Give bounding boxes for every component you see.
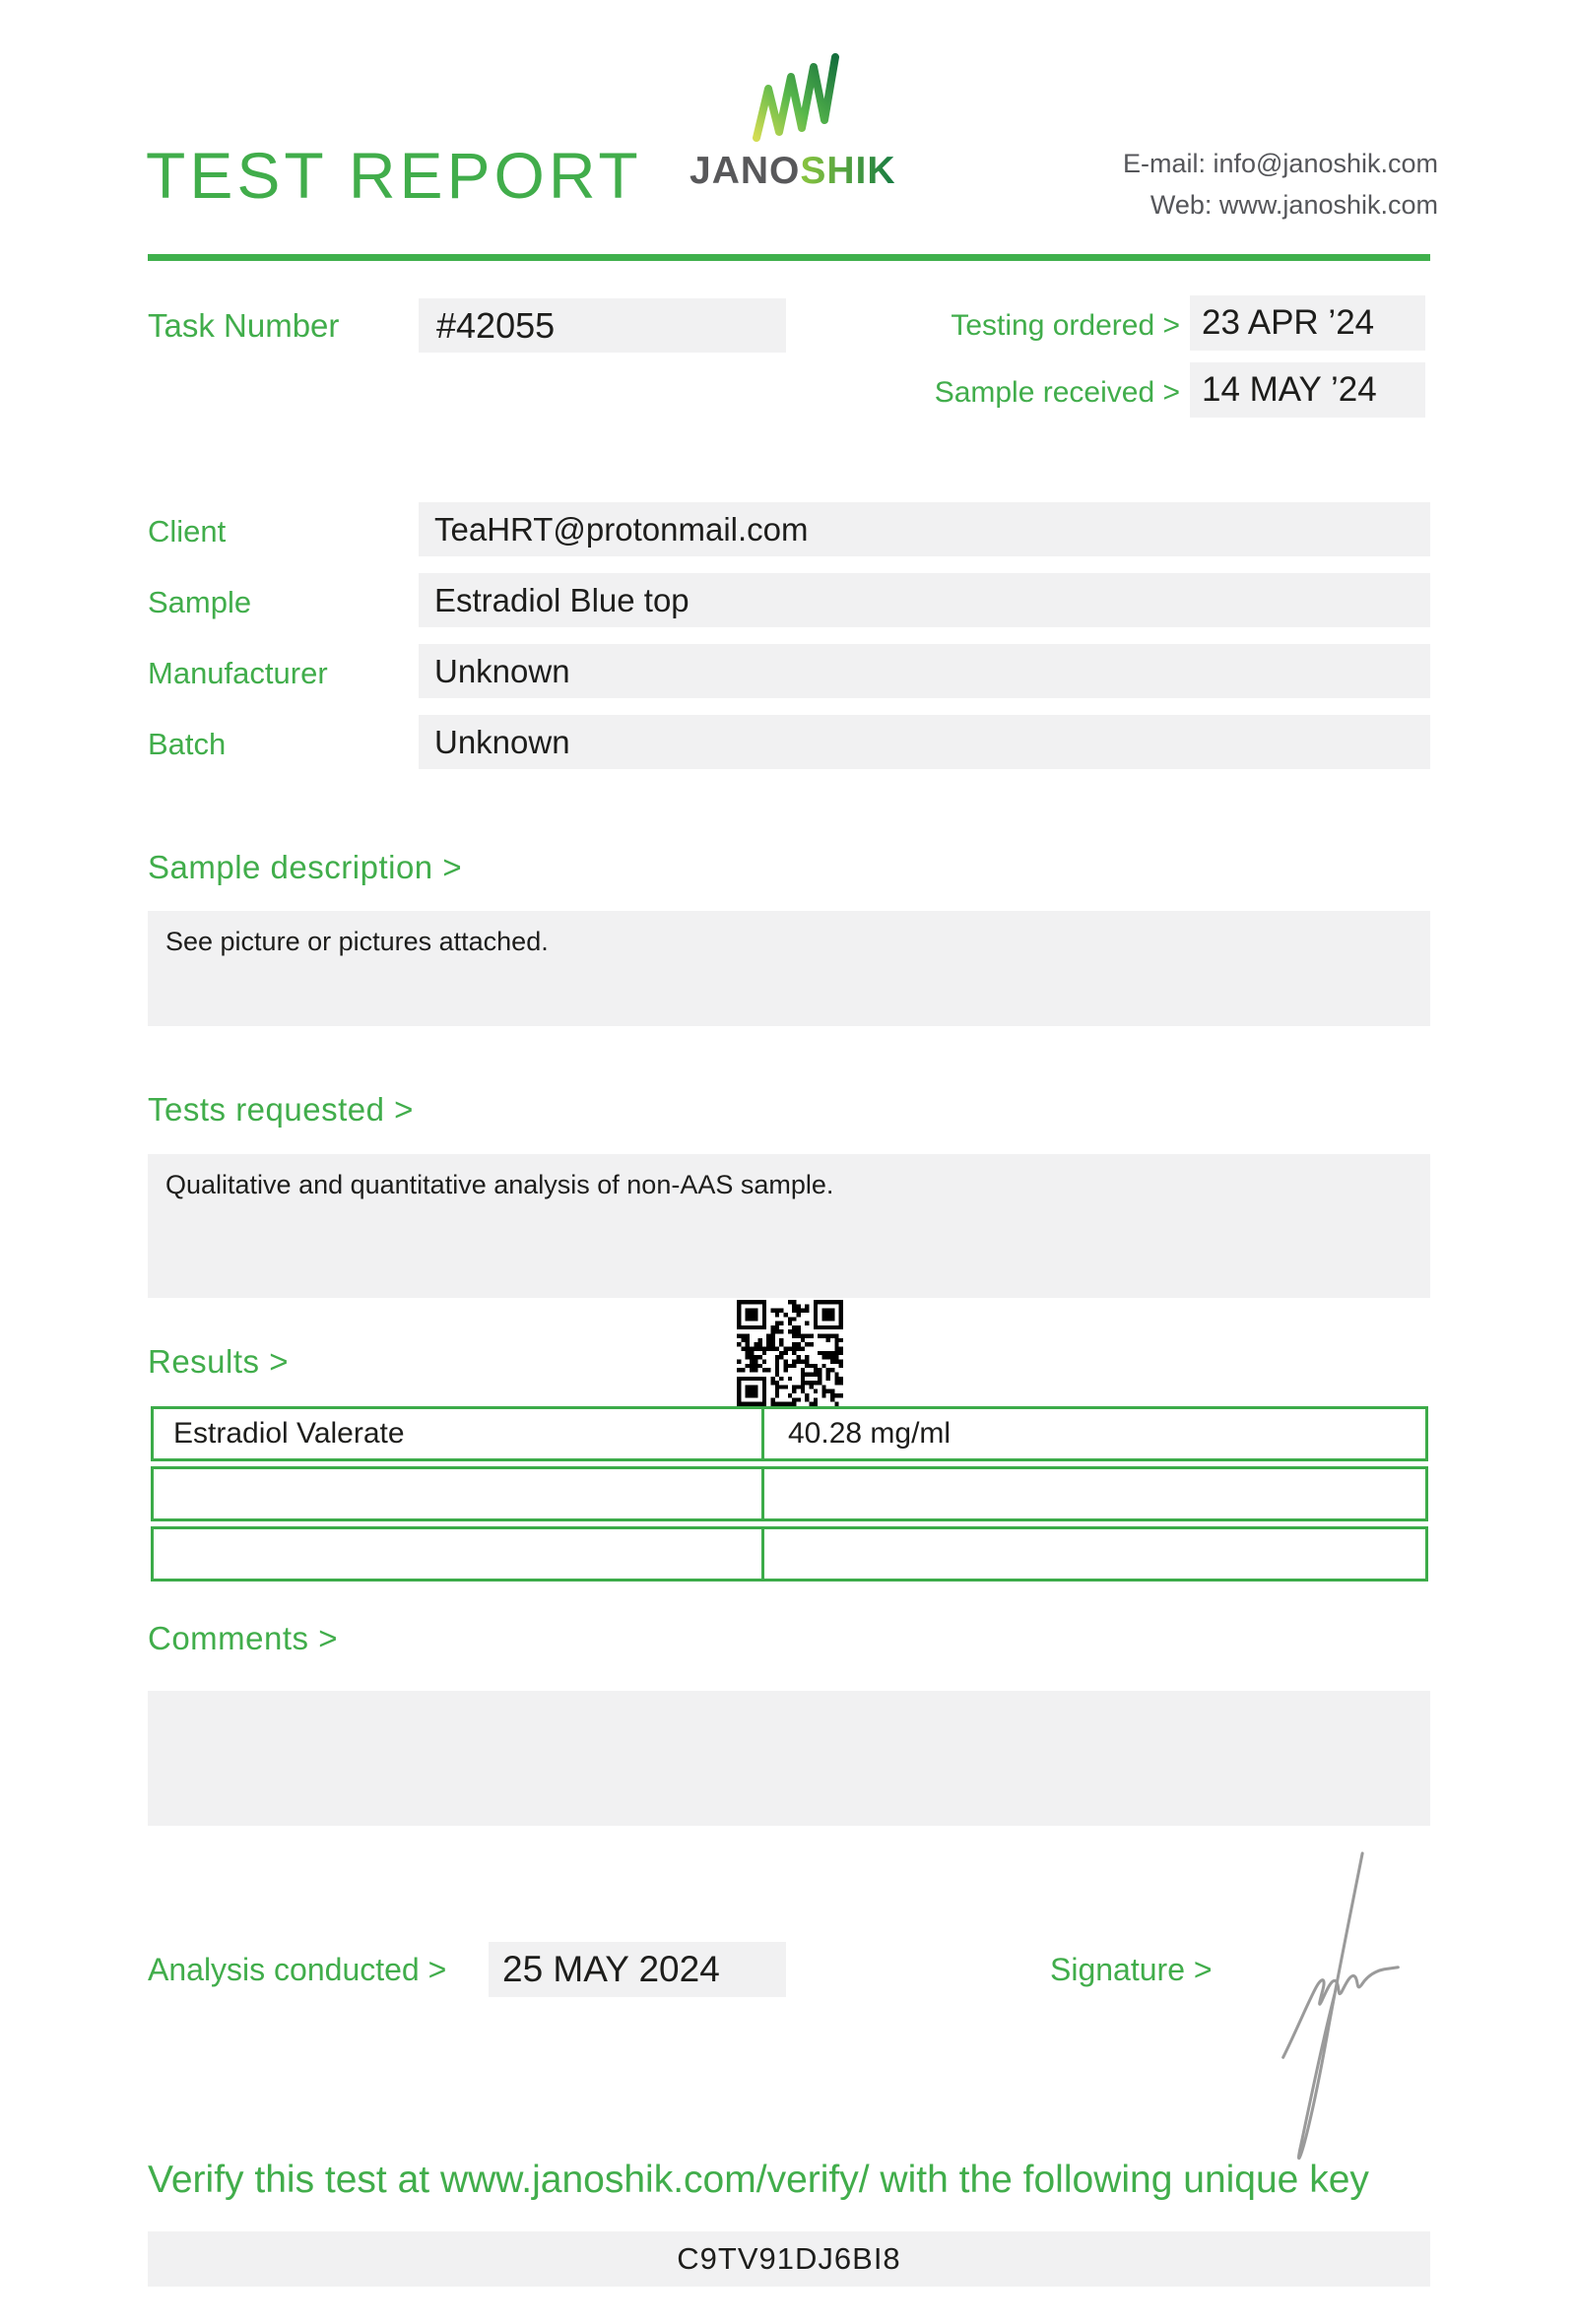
- results-table: [151, 1406, 1428, 1586]
- email-label: E-mail:: [1122, 149, 1206, 178]
- sample-description-heading: Sample description >: [148, 849, 463, 885]
- comments-heading: Comments >: [148, 1620, 338, 1656]
- verify-unique-key: C9TV91DJ6BI8: [148, 2231, 1430, 2287]
- sample-received-label: Sample received >: [934, 376, 1180, 409]
- testing-ordered-label: Testing ordered >: [951, 309, 1180, 342]
- task-number-value: #42055: [419, 298, 786, 353]
- batch-value: Unknown: [419, 715, 1430, 769]
- results-row: [151, 1526, 1428, 1582]
- result-substance: [154, 1529, 764, 1579]
- email-value: info@janoshik.com: [1213, 149, 1438, 178]
- results-heading: Results >: [148, 1343, 289, 1380]
- contact-email-row: [946, 143, 1438, 184]
- sample-received-value: 14 MAY ’24: [1190, 362, 1425, 418]
- tests-requested-heading: Tests requested >: [148, 1091, 414, 1128]
- logo-part-jano: JANO: [690, 150, 801, 192]
- sample-value: Estradiol Blue top: [419, 573, 1430, 627]
- task-number-label: Task Number: [148, 307, 340, 344]
- page-title: TEST REPORT: [146, 139, 642, 212]
- verify-instruction: Verify this test at www.janoshik.com/verify/ with the following unique key: [148, 2159, 1369, 2201]
- analysis-conducted-label: Analysis conducted >: [148, 1952, 447, 1987]
- testing-ordered-value: 23 APR ’24: [1190, 295, 1425, 351]
- web-label: Web:: [1149, 190, 1213, 220]
- header-divider: [148, 254, 1430, 261]
- comments-box: [148, 1691, 1430, 1826]
- results-row: [151, 1466, 1428, 1521]
- sample-description-text: See picture or pictures attached.: [148, 911, 1430, 1026]
- result-concentration: [764, 1469, 1425, 1518]
- client-value: TeaHRT@protonmail.com: [419, 502, 1430, 556]
- client-label: Client: [148, 514, 227, 549]
- analysis-conducted-value: 25 MAY 2024: [489, 1942, 786, 1997]
- results-row: [151, 1406, 1428, 1461]
- manufacturer-value: Unknown: [419, 644, 1430, 698]
- result-concentration: 40.28 mg/ml: [788, 1417, 952, 1450]
- result-concentration: [764, 1529, 1425, 1579]
- web-value: www.janoshik.com: [1218, 190, 1438, 220]
- contact-web-row: [946, 184, 1438, 226]
- manufacturer-label: Manufacturer: [148, 656, 328, 690]
- signature-label: Signature >: [1050, 1952, 1213, 1987]
- tests-requested-text: Qualitative and quantitative analysis of non-AAS sample.: [148, 1154, 1430, 1298]
- janoshik-logo-wordmark: [690, 150, 896, 193]
- qr-code: [737, 1300, 843, 1406]
- sample-label: Sample: [148, 585, 252, 619]
- result-substance: Estradiol Valerate: [154, 1409, 764, 1458]
- result-substance: [154, 1469, 764, 1518]
- batch-label: Batch: [148, 727, 227, 761]
- contact-block: [946, 143, 1438, 226]
- logo-part-shik: SHIK: [800, 150, 896, 192]
- signature-scribble: [1263, 1847, 1418, 2174]
- janoshik-growth-chart-icon: [747, 49, 845, 148]
